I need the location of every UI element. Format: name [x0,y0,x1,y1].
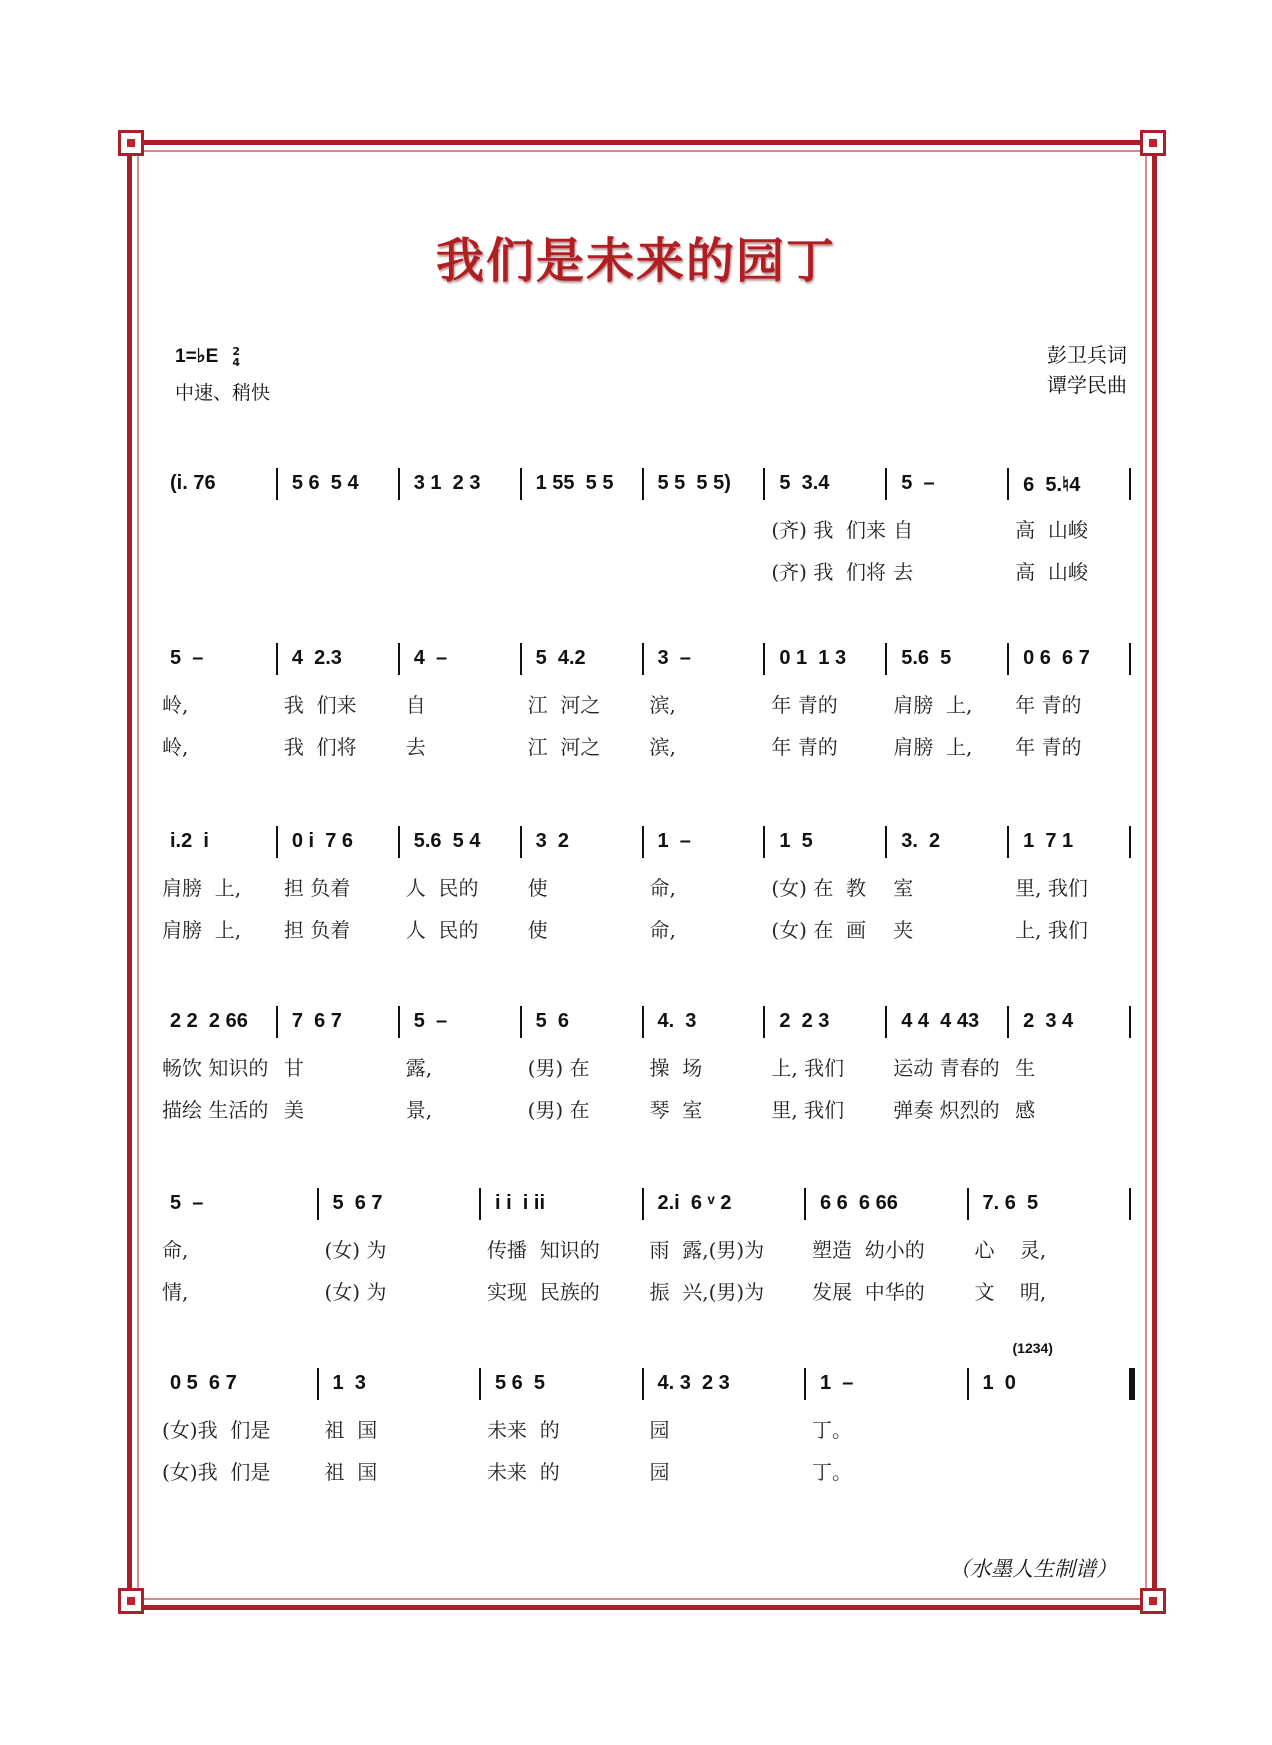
lyric-text: 年 青的 [771,693,838,717]
lyric-text: 振 兴,(男)为 [649,1280,765,1304]
notation-line [160,1182,1135,1226]
lyric-text: 年 青的 [1015,693,1082,717]
notation-line [160,1340,1135,1406]
barline [398,643,400,675]
measure-notes: 0 1 1 3 [779,647,847,669]
measure-notes: 4. 3 [657,1010,697,1032]
lyric-text: 丁。 [812,1418,852,1442]
measure-notes: i.2 i [170,830,209,852]
corner-ornament-icon [118,1588,144,1614]
barline [1129,1006,1131,1038]
measure-notes: 5 5 5 5) [657,472,731,494]
lyric-text: 上, 我们 [771,1056,845,1080]
lyrics-verse-1 [160,1406,1135,1448]
lyric-text: (女) 在 教 [771,876,867,900]
barline [276,643,278,675]
barline [1007,1006,1009,1038]
composer: 谭学民曲 [1047,373,1127,397]
barline [479,1188,481,1220]
measure-notes: 7 6 7 [291,1010,342,1032]
barline [642,1006,644,1038]
lyric-text: 里, 我们 [1015,876,1088,900]
lyric-text: 滨, [649,735,676,759]
lyrics-verse-2 [160,906,1135,948]
lyric-text: 园 [649,1460,670,1484]
lyric-text: 美 [283,1098,304,1122]
lyrics-verse-1 [160,1044,1135,1086]
measure-notes: 1 0 [982,1372,1016,1394]
barline [479,1368,481,1400]
measure-notes: 5.6 5 4 [413,830,481,852]
lyric-text: 肩膀 上, [162,876,242,900]
lyric-text: 操 场 [649,1056,703,1080]
barline [763,826,765,858]
lyrics-verse-2 [160,1268,1135,1310]
score-system [160,820,1135,948]
measure-notes: 5 6 [535,1010,569,1032]
tempo-marking: 中速、稍快 [175,382,271,404]
lyric-text: 畅饮 知识的 [162,1056,269,1080]
barline [1129,826,1131,858]
corner-ornament-icon [1140,130,1166,156]
lyric-text: (女)我 们是 [162,1460,271,1484]
barline [885,643,887,675]
barline [398,468,400,500]
lyric-text: 心 灵, [974,1238,1047,1262]
barline [1007,468,1009,500]
lyric-text: 肩膀 上, [162,918,242,942]
barline [642,468,644,500]
measure-notes: 5 – [170,647,204,669]
barline [398,1006,400,1038]
lyric-text: 江 河之 [527,693,601,717]
notation-line [160,637,1135,681]
barline [317,1188,319,1220]
lyric-text: 里, 我们 [771,1098,845,1122]
barline [642,1188,644,1220]
lyric-text: 夹 [893,918,914,942]
measure-notes: 5 – [413,1010,448,1032]
barline [763,1006,765,1038]
measure-notes: 2 2 3 [779,1010,830,1032]
lyric-text: 实现 民族的 [487,1280,600,1304]
time-signature: 2 4 [232,344,241,369]
barline [1129,1188,1131,1220]
measure-notes: 1 5 [779,830,813,852]
lyrics-verse-2 [160,1448,1135,1490]
lyric-text: (女)我 们是 [162,1418,271,1442]
measure-notes: 1 – [657,830,691,852]
lyric-text: 高 山峻 [1015,560,1088,584]
lyric-text: 塑造 幼小的 [812,1238,925,1262]
barline [520,643,522,675]
lyric-text: (男) 在 [527,1098,590,1122]
lyric-text: 丁。 [812,1460,852,1484]
lyric-text: 担 负着 [283,876,351,900]
lyric-text: 命, [649,918,676,942]
barline [1007,643,1009,675]
lyric-text: 人 民的 [405,918,479,942]
lyric-text: 自 [893,518,914,542]
measure-notes: 1 3 [332,1372,366,1394]
lyric-text: 文 明, [974,1280,1047,1304]
measure-notes: 2 3 4 [1023,1010,1074,1032]
lyric-text: (齐) 我 们将 [771,560,887,584]
measure-notes: 4 4 4 43 [901,1010,980,1032]
measure-notes: 2.i 6 ᵛ 2 [657,1192,732,1214]
measure-notes: 1 – [820,1372,854,1394]
lyric-text: 情, [162,1280,189,1304]
measure-notes: 3 1 2 3 [413,472,481,494]
lyric-text: 园 [649,1418,670,1442]
lyric-text: 滨, [649,693,676,717]
lyric-text: 岭, [162,735,189,759]
lyric-text: (齐) 我 们来 [771,518,887,542]
measure-notes: i i i ii [495,1192,546,1214]
lyric-text: 上, 我们 [1015,918,1088,942]
measure-notes: 5 6 7 [332,1192,383,1214]
barline [1007,826,1009,858]
score-system [160,1182,1135,1310]
lyric-text: 肩膀 上, [893,693,973,717]
barline [763,468,765,500]
measure-notes: 3 – [657,647,691,669]
barline [1129,468,1131,500]
lyric-text: 命, [649,876,676,900]
lyricist: 彭卫兵词 [1047,343,1127,367]
notation-line [160,820,1135,864]
lyric-text: (女) 为 [324,1280,387,1304]
score-system [160,637,1135,765]
measure-notes: 0 i 7 6 [291,830,354,852]
barline [967,1188,969,1220]
lyric-text: 弹奏 炽烈的 [893,1098,1000,1122]
barline [642,643,644,675]
lyric-text: 露, [405,1056,433,1080]
barline [520,468,522,500]
measure-notes: 4 – [413,647,448,669]
lyrics-verse-2 [160,723,1135,765]
lyric-text: 担 负着 [283,918,351,942]
lyric-text: 生 [1015,1056,1036,1080]
lyrics-verse-1 [160,681,1135,723]
barline [276,1006,278,1038]
measure-notes: 5 – [170,1192,204,1214]
lyric-text: 景, [405,1098,433,1122]
barline [520,826,522,858]
lyric-text: 传播 知识的 [487,1238,600,1262]
key-tempo-block [175,345,270,405]
lyrics-verse-2 [160,1086,1135,1128]
lyrics-verse-1 [160,1226,1135,1268]
lyric-text: 年 青的 [771,735,838,759]
corner-ornament-icon [118,130,144,156]
key-signature: 1=♭E [175,346,219,367]
lyric-text: 我 们将 [283,735,357,759]
measure-notes: 4. 3 2 3 [657,1372,730,1394]
lyric-text: 琴 室 [649,1098,703,1122]
barline [317,1368,319,1400]
measure-notes: 1 7 1 [1023,830,1074,852]
corner-ornament-icon [1140,1588,1166,1614]
barline [1129,1368,1135,1400]
lyrics-verse-1 [160,864,1135,906]
lyric-text: 使 [527,918,548,942]
barline [804,1188,806,1220]
barline [885,468,887,500]
lyric-text: 命, [162,1238,189,1262]
lyric-text: 雨 露,(男)为 [649,1238,765,1262]
barline [885,1006,887,1038]
lyric-text: 使 [527,876,548,900]
barline [967,1368,969,1400]
measure-notes: 3. 2 [901,830,941,852]
ending-mark: (1234) [1012,1340,1053,1356]
notation-line [160,1000,1135,1044]
barline [763,643,765,675]
lyric-text: 自 [405,693,426,717]
transcriber-signature: （水墨人生制谱） [949,1557,1117,1581]
barline [642,1368,644,1400]
lyric-text: (男) 在 [527,1056,590,1080]
lyric-text: 甘 [283,1056,304,1080]
barline [276,826,278,858]
lyric-text: 感 [1015,1098,1036,1122]
lyric-text: 未来 的 [487,1418,560,1442]
measure-notes: 5.6 5 [901,647,952,669]
measure-notes: 1 55 5 5 [535,472,614,494]
lyric-text: 祖 国 [324,1418,378,1442]
score-system [160,462,1135,590]
score-system [160,1340,1135,1490]
measure-notes: 3 2 [535,830,569,852]
measure-notes: 4 2.3 [291,647,342,669]
measure-notes: 5 4.2 [535,647,586,669]
barline [885,826,887,858]
measure-notes: 0 6 6 7 [1023,647,1090,669]
lyric-text: (女) 为 [324,1238,387,1262]
measure-notes: 0 5 6 7 [170,1372,237,1394]
lyric-text: 去 [405,735,426,759]
barline [642,826,644,858]
lyric-text: 高 山峻 [1015,518,1088,542]
lyric-text: 人 民的 [405,876,479,900]
barline [1129,643,1131,675]
measure-notes: 6 5.♮4 [1023,474,1081,496]
lyrics-verse-2 [160,548,1135,590]
lyric-text: 未来 的 [487,1460,560,1484]
lyrics-verse-1 [160,506,1135,548]
barline [276,468,278,500]
measure-notes: 2 2 2 66 [170,1010,248,1032]
lyric-text: 室 [893,876,914,900]
lyric-text: (女) 在 画 [771,918,867,942]
measure-notes: 5 6 5 4 [291,472,359,494]
lyric-text: 我 们来 [283,693,357,717]
measure-notes: 5 6 5 [495,1372,546,1394]
lyric-text: 祖 国 [324,1460,378,1484]
lyric-text: 岭, [162,693,189,717]
measure-notes: (i. 76 [170,472,216,494]
notation-line [160,462,1135,506]
lyric-text: 去 [893,560,914,584]
measure-notes: 5 – [901,472,935,494]
lyric-text: 运动 青春的 [893,1056,1000,1080]
lyric-text: 年 青的 [1015,735,1082,759]
barline [804,1368,806,1400]
measure-notes: 7. 6 5 [982,1192,1039,1214]
lyric-text: 肩膀 上, [893,735,973,759]
measure-notes: 6 6 6 66 [820,1192,898,1214]
song-title: 我们是未来的园丁 [435,233,836,289]
lyric-text: 发展 中华的 [812,1280,925,1304]
lyric-text: 江 河之 [527,735,601,759]
credits [1047,340,1127,400]
lyric-text: 描绘 生活的 [162,1098,269,1122]
measure-notes: 5 3.4 [779,472,830,494]
barline [398,826,400,858]
barline [520,1006,522,1038]
score-system [160,1000,1135,1128]
